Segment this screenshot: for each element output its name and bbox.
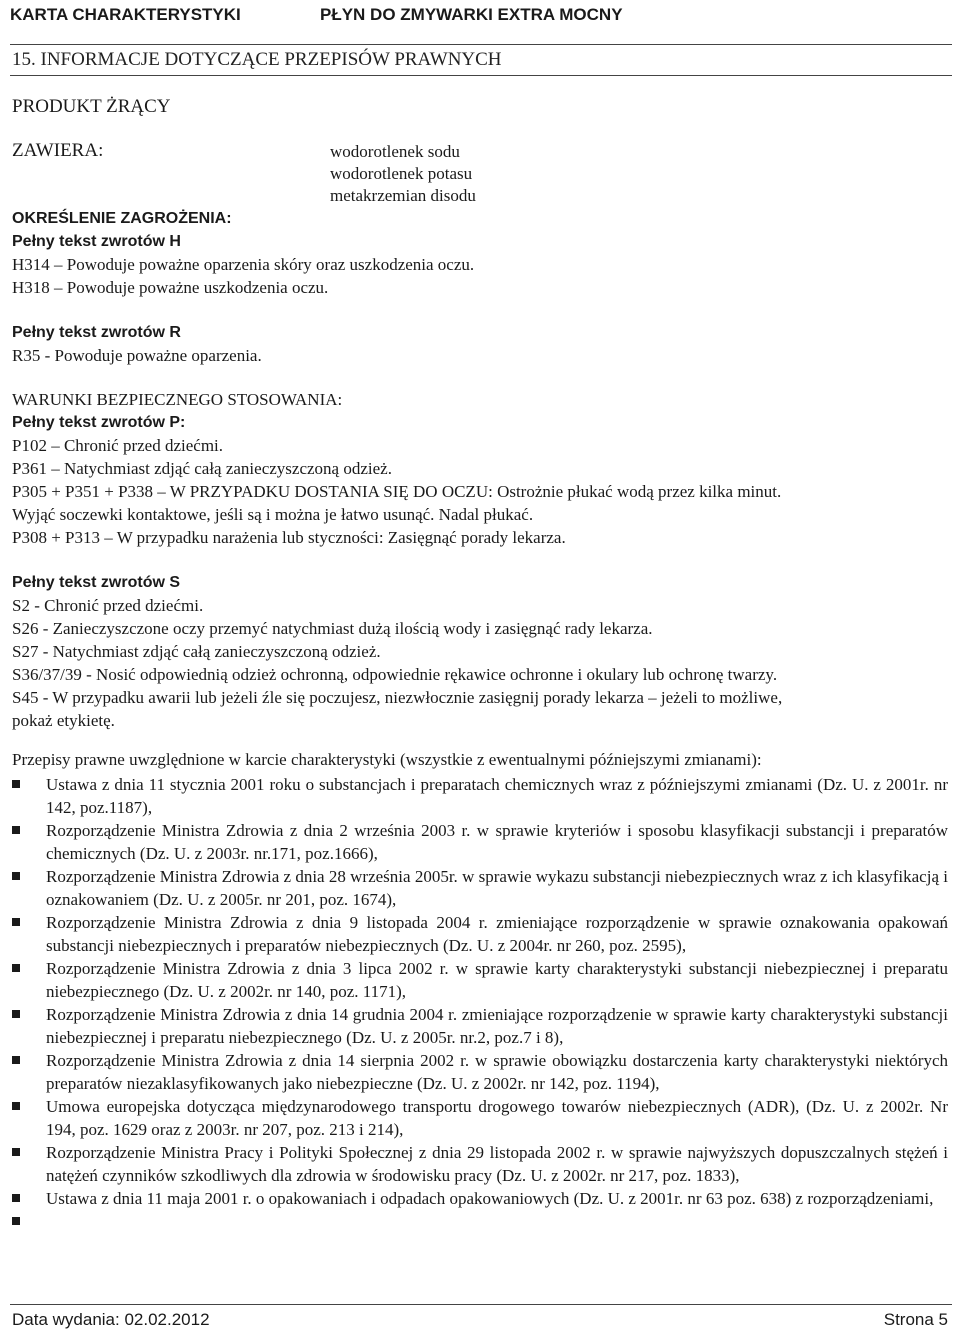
p-phrase: P305 + P351 + P338 – W PRZYPADKU DOSTANIA SIĘ DO OCZU: Ostrożnie płukać wodą przez kilka minut.: [12, 482, 782, 501]
bullet-icon: [12, 1056, 20, 1064]
section-title: 15. INFORMACJE DOTYCZĄCE PRZEPISÓW PRAWNYCH: [12, 49, 502, 70]
header-doc-type: KARTA CHARAKTERYSTYKI: [10, 5, 241, 24]
regulation-item: Rozporządzenie Ministra Zdrowia z dnia 28 września 2005r. w sprawie wykazu substancji niebezpiecznych wraz z ich klasyfikacją i oznakowaniem (Dz. U. z 2005r. nr 201, poz. 1674),: [12, 865, 948, 911]
p-phrase: P361 – Natychmiast zdjąć całą zanieczyszczoną odzież.: [12, 459, 392, 478]
bullet-icon: [12, 826, 20, 834]
hazard-heading: OKREŚLENIE ZAGROŻENIA:: [12, 210, 232, 227]
p-phrase: P308 + P313 – W przypadku narażenia lub styczności: Zasięgnąć porady lekarza.: [12, 528, 566, 547]
page-number: Strona 5: [883, 1310, 948, 1329]
s-phrase: S36/37/39 - Nosić odpowiednią odzież ochronną, odpowiednie rękawice ochronne i okulary lub ochronę twarzy.: [12, 665, 778, 684]
regulation-item: Rozporządzenie Ministra Zdrowia z dnia 9 listopada 2004 r. zmieniające rozporządzenie w sprawie oznakowania opakowań substancji niebezpiecznych i preparatów niebezpiecznych (Dz. U. z 2004r. nr 260, poz. 2595),: [12, 911, 948, 957]
regulation-item: Rozporządzenie Ministra Pracy i Polityki Społecznej z dnia 29 listopada 2002 r. w sprawie najwyższych dopuszczalnych stężeń i natężeń czynników szkodliwych dla zdrowia w środowisku pracy (Dz. U. z 2002r. nr 217, poz. 1833),: [12, 1141, 948, 1187]
h-phrases-heading: Pełny tekst zwrotów H: [12, 233, 181, 250]
regulation-item: Rozporządzenie Ministra Zdrowia z dnia 2 września 2003 r. w sprawie kryteriów i sposobu klasyfikacji substancji i preparatów chemicznych (Dz. U. z 2003r. nr.171, poz.1666),: [12, 819, 948, 865]
h-phrase: H314 – Powoduje poważne oparzenia skóry oraz uszkodzenia oczu.: [12, 255, 475, 274]
document-footer: [10, 1304, 952, 1335]
bullet-icon: [12, 964, 20, 972]
contains-label: ZAWIERA:: [12, 140, 104, 161]
issue-date: Data wydania: 02.02.2012: [12, 1310, 210, 1329]
safety-heading: WARUNKI BEZPIECZNEGO STOSOWANIA:: [12, 390, 343, 409]
p-phrases-heading: Pełny tekst zwrotów P:: [12, 414, 186, 431]
r-phrase: R35 - Powoduje poważne oparzenia.: [12, 346, 262, 365]
header-product-name: PŁYN DO ZMYWARKI EXTRA MOCNY: [320, 5, 623, 24]
bullet-icon: [12, 1010, 20, 1018]
section-title-bar: [10, 44, 952, 76]
s-phrase-continuation: pokaż etykietę.: [12, 711, 115, 730]
s-phrases-heading: Pełny tekst zwrotów S: [12, 574, 181, 591]
p-phrase: Wyjąć soczewki kontaktowe, jeśli są i można je łatwo usunąć. Nadal płukać.: [12, 505, 534, 524]
regulations-intro: Przepisy prawne uwzględnione w karcie charakterystyki (wszystkie z ewentualnymi późniejszymi zmianami):: [12, 750, 762, 769]
regulation-item: Ustawa z dnia 11 maja 2001 r. o opakowaniach i odpadach opakowaniowych (Dz. U. z 2001r. nr 63 poz. 638) z rozporządzeniami,: [12, 1187, 948, 1210]
s-phrase: S45 - W przypadku awarii lub jeżeli źle się poczujesz, niezwłocznie zasięgnij porady lekarza – jeżeli to możliwe,: [12, 688, 783, 707]
regulation-item: Ustawa z dnia 11 stycznia 2001 roku o substancjach i preparatach chemicznych wraz z późniejszymi zmianami (Dz. U. z 2001r. nr 142, poz.1187),: [12, 773, 948, 819]
classification-label: PRODUKT ŻRĄCY: [12, 96, 171, 117]
s-phrase: S26 - Zanieczyszczone oczy przemyć natychmiast dużą ilością wody i zasięgnąć rady lekarza.: [12, 619, 653, 638]
contains-item: metakrzemian disodu: [330, 186, 476, 205]
contains-item: wodorotlenek sodu: [330, 142, 460, 161]
bullet-icon: [12, 918, 20, 926]
p-phrase: P102 – Chronić przed dziećmi.: [12, 436, 224, 455]
s-phrase: S2 - Chronić przed dziećmi.: [12, 596, 204, 615]
bullet-icon: [12, 1217, 20, 1225]
regulation-item: Rozporządzenie Ministra Zdrowia z dnia 14 sierpnia 2002 r. w sprawie obowiązku dostarczenia karty charakterystyki niektórych preparatów niezaklasyfikowanych jako niebezpieczne (Dz. U. z 2002r. nr 142, poz. 1194),: [12, 1049, 948, 1095]
bullet-icon: [12, 1194, 20, 1202]
bullet-icon: [12, 780, 20, 788]
contains-item: wodorotlenek potasu: [330, 164, 473, 183]
regulations-list: [12, 773, 948, 1233]
regulation-item: Umowa europejska dotycząca międzynarodowego transportu drogowego towarów niebezpiecznych (ADR), (Dz. U. z 2002r. Nr 194, poz. 1629 oraz z 2003r. nr 207, poz. 213 i 214),: [12, 1095, 948, 1141]
bullet-icon: [12, 872, 20, 880]
regulation-item: Rozporządzenie Ministra Zdrowia z dnia 3 lipca 2002 r. w sprawie karty charakterystyki substancji niebezpiecznej i preparatu niebezpiecznego (Dz. U. z 2002r. nr 140, poz. 1171),: [12, 957, 948, 1003]
regulation-item: Rozporządzenie Ministra Zdrowia z dnia 14 grudnia 2004 r. zmieniające rozporządzenie w sprawie karty charakterystyki substancji niebezpiecznej i preparatu niebezpiecznego (Dz. U. z 2005r. nr.2, poz.7 i 8),: [12, 1003, 948, 1049]
h-phrase: H318 – Powoduje poważne uszkodzenia oczu.: [12, 278, 329, 297]
s-phrase: S27 - Natychmiast zdjąć całą zanieczyszczoną odzież.: [12, 642, 381, 661]
regulation-item-empty: [12, 1210, 948, 1233]
bullet-icon: [12, 1102, 20, 1110]
r-phrases-heading: Pełny tekst zwrotów R: [12, 324, 181, 341]
bullet-icon: [12, 1148, 20, 1156]
